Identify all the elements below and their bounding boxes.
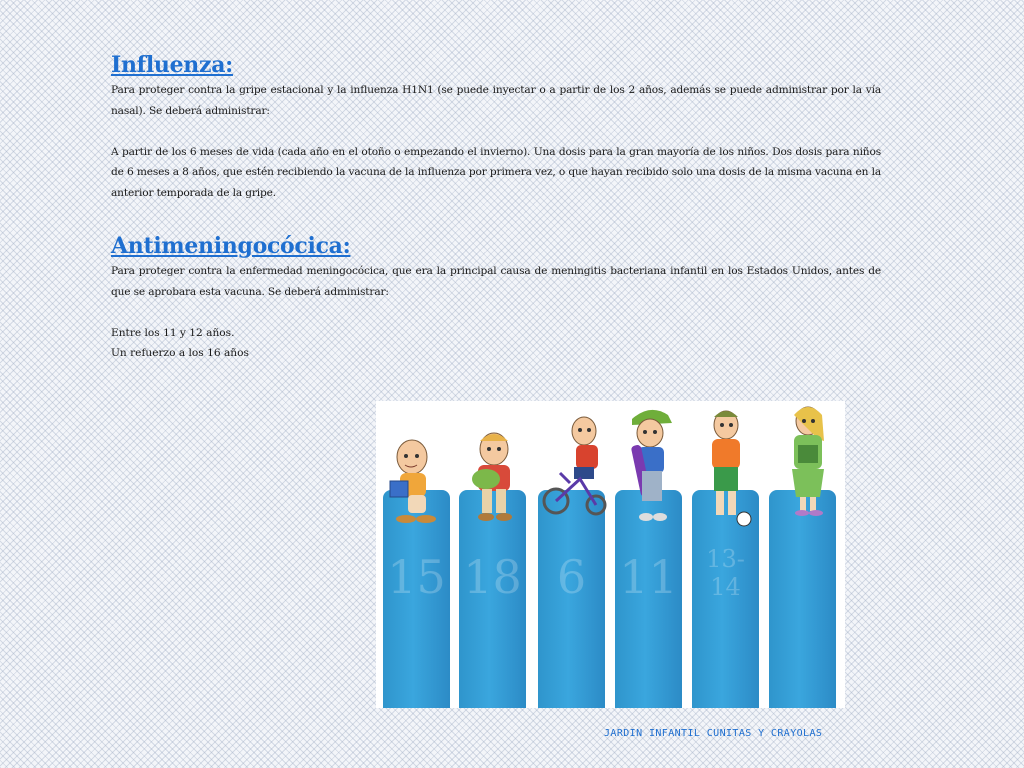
dose-line-2: Un refuerzo a los 16 años — [111, 346, 249, 359]
toddler-with-box-figure — [378, 429, 452, 525]
age-number: 15 — [387, 550, 446, 604]
girl-with-book-figure — [780, 401, 836, 521]
age-number: 11 — [619, 550, 678, 604]
influenza-paragraph-1: Para proteger contra la gripe estacional y la influenza H1N1 (se puede inyectar o a partir de los 2 años, además se puede administrar por la vía nasal). Se deberá administrar: — [111, 84, 881, 117]
influenza-heading: Influenza: — [111, 52, 233, 78]
dose-line-1: Entre los 11 y 12 años. — [111, 326, 235, 339]
antimeningococica-heading: Antimeningocócica: — [111, 233, 351, 259]
document-body — [111, 50, 881, 363]
children-age-illustration — [376, 401, 845, 708]
antimeningococica-paragraph-1: Para proteger contra la enfermedad meningocócica, que era la principal causa de meningitis bacteriana infantil en los Estados Unidos, antes de que se aprobara esta vacuna. Se deberá administrar: — [111, 265, 881, 298]
age-number: 18 — [463, 550, 522, 604]
child-with-toy-figure — [460, 427, 528, 525]
age-number: 6 — [556, 550, 587, 604]
boy-with-soccer-ball-figure — [700, 405, 756, 527]
age-column — [769, 490, 836, 708]
influenza-paragraph-2: A partir de los 6 meses de vida (cada año en el otoño o empezando el invierno). Una dosis para la gran mayoría de los niños. Dos dosis para niños de 6 meses a 8 años, que estén recibiendo la vacuna de la influenza por primera vez, o que hayan recibido solo una dosis de la misma vacuna en la anterior temporada de la gripe. — [111, 145, 881, 199]
boy-on-tricycle-figure — [540, 413, 610, 525]
boy-with-skateboard-figure — [622, 405, 682, 525]
age-number: 13-14 — [706, 545, 745, 601]
footer-label: JARDIN INFANTIL CUNITAS Y CRAYOLAS — [604, 728, 823, 739]
